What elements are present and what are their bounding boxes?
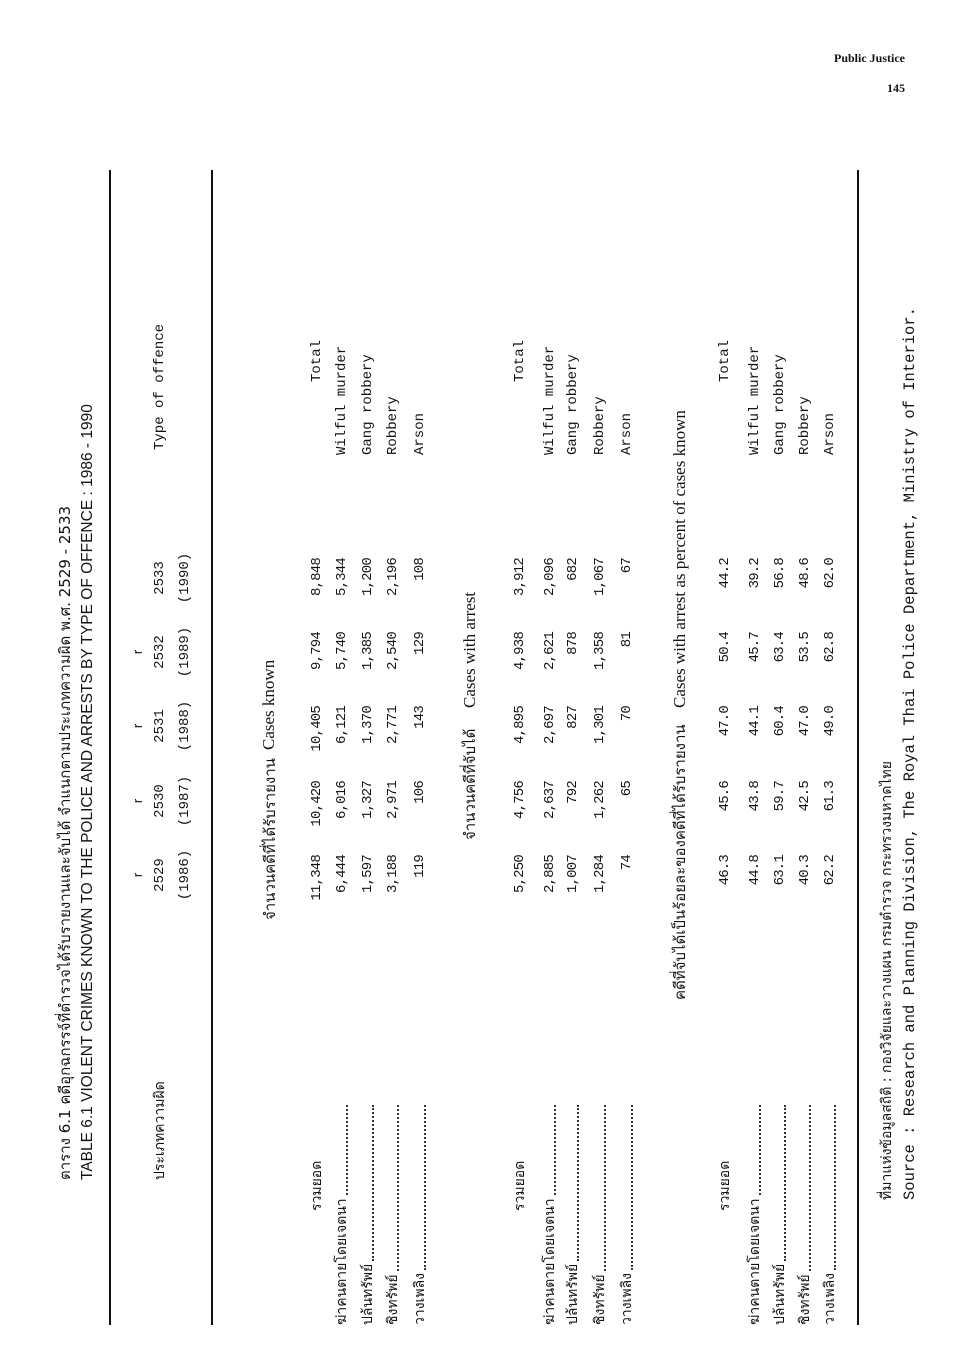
table-row: [332, 0, 352, 1361]
table-cell: 2,540: [385, 632, 401, 671]
table-cell: 40.3: [797, 855, 813, 886]
row-label-en: Robbery: [797, 396, 813, 455]
row-label-th-text: วางเพลิง: [619, 1273, 635, 1325]
table-cell: 11,348: [309, 855, 325, 901]
table-cell: 56.8: [772, 558, 788, 589]
row-label-en: Arson: [619, 412, 635, 455]
table-cell: 3,188: [385, 855, 401, 894]
table-cell: 119: [412, 855, 428, 878]
table-row: [563, 0, 583, 1361]
table-cell: 65: [619, 781, 635, 797]
table-cell: 1,385: [360, 632, 376, 671]
table-cell: 1,597: [360, 855, 376, 894]
dot-leader: [617, 1105, 633, 1270]
table-cell: 2,621: [542, 632, 558, 671]
table-cell: 1,200: [360, 558, 376, 597]
row-label-en: Wilful murder: [334, 345, 350, 455]
table-cell: 5,344: [334, 558, 350, 597]
revised-mark: r: [130, 798, 145, 804]
row-label-th: [590, 1105, 610, 1325]
row-label-en: Total: [717, 340, 733, 383]
row-label-th: [358, 1105, 378, 1325]
bottom-rule: [857, 170, 859, 1325]
table-cell: 1,262: [592, 781, 608, 820]
row-label-en: Robbery: [385, 396, 401, 455]
table-cell: 59.7: [772, 781, 788, 812]
section-title-th: คดีที่จับได้เป็นร้อยละของคดีที่ได้รับรายงาน: [671, 724, 689, 1000]
table-cell: 1,284: [592, 855, 608, 894]
table-cell: 47.0: [797, 706, 813, 737]
row-label-th-text: ปล้นทรัพย์: [565, 1263, 581, 1325]
top-rule: [109, 170, 111, 1325]
table-cell: 10,405: [309, 706, 325, 752]
row-label-th: [770, 1105, 790, 1325]
year-ce: (1989): [177, 626, 193, 678]
source-note-th: ที่มาแห่งข้อมูลสถิติ : กองวิจัยและวางแผน กรมตำรวจ กระทรวงมหาดไทย: [879, 761, 895, 1200]
table-cell: 62.2: [822, 855, 838, 886]
table-cell: 2,697: [542, 706, 558, 745]
table-cell: 67: [619, 558, 635, 574]
section-title-en: Cases with arrest: [460, 591, 479, 708]
table-cell: 2,771: [385, 706, 401, 745]
table-title-th: ตาราง 6.1 คดีอุกฉกรรจ์ที่ตำรวจได้รับรายงานและจับได้ จำแนกตามประเภทความผิด พ.ศ. 2529 - 2533: [56, 505, 74, 1180]
row-label-th: [820, 1105, 840, 1325]
row-label-th: [383, 1105, 403, 1325]
table-cell: 1,358: [592, 632, 608, 671]
dot-leader: [795, 1105, 811, 1271]
running-title: Public Justice: [834, 51, 905, 65]
table-cell: 878: [565, 632, 581, 655]
table-cell: 8,848: [309, 558, 325, 597]
row-label-th-text: วางเพลิง: [412, 1273, 428, 1325]
table-row: [745, 0, 765, 1361]
table-cell: 62.0: [822, 558, 838, 589]
table-cell: 4,756: [512, 781, 528, 820]
stub-header-th: ประเภทความผิด: [152, 1081, 168, 1180]
table-cell: 1,327: [360, 781, 376, 820]
table-cell: 50.4: [717, 632, 733, 663]
year-be: 2530: [152, 784, 168, 818]
row-label-th-text: ฆ่าคนตายโดยเจตนา: [334, 1198, 350, 1325]
row-label-th-text: ปล้นทรัพย์: [772, 1263, 788, 1325]
table-cell: 6,016: [334, 781, 350, 820]
table-cell: 63.1: [772, 855, 788, 886]
year-be: 2531: [152, 709, 168, 743]
table-cell: 2,885: [542, 855, 558, 894]
table-cell: 62.8: [822, 632, 838, 663]
row-label-en: Gang robbery: [360, 354, 376, 455]
table-cell: 81: [619, 632, 635, 648]
row-label-en: Arson: [412, 412, 428, 455]
section-title-th: จำนวนคดีที่จับได้: [461, 728, 479, 840]
section-title-en: Cases with arrest as percent of cases known: [670, 410, 689, 708]
table-title-en: TABLE 6.1 VIOLENT CRIMES KNOWN TO THE POLICE AND ARRESTS BY TYPE OF OFFENCE : 1986 - 1990: [79, 404, 96, 1180]
row-label-en: Arson: [822, 412, 838, 455]
table-cell: 9,794: [309, 632, 325, 671]
table-cell: 45.6: [717, 781, 733, 812]
table-cell: 45.7: [747, 632, 763, 663]
row-label-th-text: ฆ่าคนตายโดยเจตนา: [542, 1198, 558, 1325]
table-row: [307, 0, 327, 1361]
table-cell: 43.8: [747, 781, 763, 812]
table-row: [715, 0, 735, 1361]
row-label-th: รวมยอด: [309, 1160, 325, 1211]
table-row: [510, 0, 530, 1361]
row-label-th-text: ชิงทรัพย์: [592, 1274, 608, 1325]
revised-mark: r: [130, 723, 145, 729]
table-row: [410, 0, 430, 1361]
table-cell: 47.0: [717, 706, 733, 737]
year-ce: (1987): [177, 775, 193, 827]
table-cell: 2,096: [542, 558, 558, 597]
year-ce: (1988): [177, 700, 193, 752]
table-cell: 1,067: [592, 558, 608, 597]
dot-leader: [745, 1105, 761, 1195]
dot-leader: [332, 1105, 348, 1195]
table-cell: 44.1: [747, 706, 763, 737]
table-cell: 70: [619, 706, 635, 722]
row-label-en: Wilful murder: [747, 345, 763, 455]
table-row: [383, 0, 403, 1361]
dot-leader: [563, 1105, 579, 1261]
table-row: [795, 0, 815, 1361]
row-label-th: [617, 1105, 637, 1325]
table-cell: 2,196: [385, 558, 401, 597]
row-label-en: Wilful murder: [542, 345, 558, 455]
table-cell: 682: [565, 558, 581, 581]
table-cell: 6,121: [334, 706, 350, 745]
table-cell: 74: [619, 855, 635, 871]
row-label-th-text: ปล้นทรัพย์: [360, 1263, 376, 1325]
table-cell: 4,938: [512, 632, 528, 671]
row-label-th-text: ชิงทรัพย์: [797, 1274, 813, 1325]
revised-mark: r: [130, 872, 145, 878]
row-label-th: [745, 1105, 765, 1325]
table-cell: 1,007: [565, 855, 581, 894]
row-label-en: Total: [309, 340, 325, 383]
table-cell: 2,971: [385, 781, 401, 820]
table-cell: 3,912: [512, 558, 528, 597]
section-title-th: จำนวนคดีที่ได้รับรายงาน: [261, 758, 279, 920]
table-cell: 792: [565, 781, 581, 804]
table-cell: 5,740: [334, 632, 350, 671]
table-row: [770, 0, 790, 1361]
dot-leader: [590, 1105, 606, 1271]
year-be: 2533: [152, 561, 168, 595]
row-label-en: Gang robbery: [565, 354, 581, 455]
revised-mark: r: [130, 649, 145, 655]
row-label-th-text: ฆ่าคนตายโดยเจตนา: [747, 1198, 763, 1325]
table-cell: 143: [412, 706, 428, 729]
page-number: 145: [887, 81, 905, 95]
section-title-en: Cases known: [259, 659, 278, 750]
row-label-th: [410, 1105, 430, 1325]
table-row: [540, 0, 560, 1361]
row-label-th-text: ชิงทรัพย์: [385, 1274, 401, 1325]
year-ce: (1986): [177, 849, 193, 901]
table-cell: 5,250: [512, 855, 528, 894]
row-label-th: รวมยอด: [717, 1160, 733, 1211]
year-ce: (1990): [177, 552, 193, 604]
year-be: 2529: [152, 858, 168, 892]
table-row: [820, 0, 840, 1361]
dot-leader: [770, 1105, 786, 1261]
table-cell: 1,370: [360, 706, 376, 745]
row-label-en: Gang robbery: [772, 354, 788, 455]
table-cell: 63.4: [772, 632, 788, 663]
table-cell: 2,637: [542, 781, 558, 820]
table-cell: 44.2: [717, 558, 733, 589]
dot-leader: [383, 1105, 399, 1271]
table-cell: 827: [565, 706, 581, 729]
table-cell: 48.6: [797, 558, 813, 589]
table-cell: 46.3: [717, 855, 733, 886]
table-cell: 61.3: [822, 781, 838, 812]
table-row: [590, 0, 610, 1361]
table-cell: 6,444: [334, 855, 350, 894]
table-cell: 1,301: [592, 706, 608, 745]
dot-leader: [540, 1105, 556, 1195]
stub-header-en: Type of offence: [152, 323, 168, 450]
row-label-th-text: วางเพลิง: [822, 1273, 838, 1325]
row-label-th: [540, 1105, 560, 1325]
row-label-th: [563, 1105, 583, 1325]
row-label-th: รวมยอด: [512, 1160, 528, 1211]
table-cell: 53.5: [797, 632, 813, 663]
row-label-th: [795, 1105, 815, 1325]
source-note-en: Source : Research and Planning Division, The Royal Thai Police Department, Ministry of Interior.: [901, 307, 919, 1200]
row-label-en: Total: [512, 340, 528, 383]
header-rule: [211, 170, 213, 1325]
table-row: [358, 0, 378, 1361]
table-cell: 106: [412, 781, 428, 804]
table-cell: 4,895: [512, 706, 528, 745]
table-cell: 129: [412, 632, 428, 655]
dot-leader: [820, 1105, 836, 1270]
table-cell: 42.5: [797, 781, 813, 812]
table-cell: 44.8: [747, 855, 763, 886]
dot-leader: [410, 1105, 426, 1270]
table-cell: 108: [412, 558, 428, 581]
table-cell: 10,420: [309, 781, 325, 827]
row-label-th: [332, 1105, 352, 1325]
table-cell: 39.2: [747, 558, 763, 589]
row-label-en: Robbery: [592, 396, 608, 455]
dot-leader: [358, 1105, 374, 1261]
year-be: 2532: [152, 635, 168, 669]
table-row: [617, 0, 637, 1361]
table-cell: 49.0: [822, 706, 838, 737]
table-cell: 60.4: [772, 706, 788, 737]
